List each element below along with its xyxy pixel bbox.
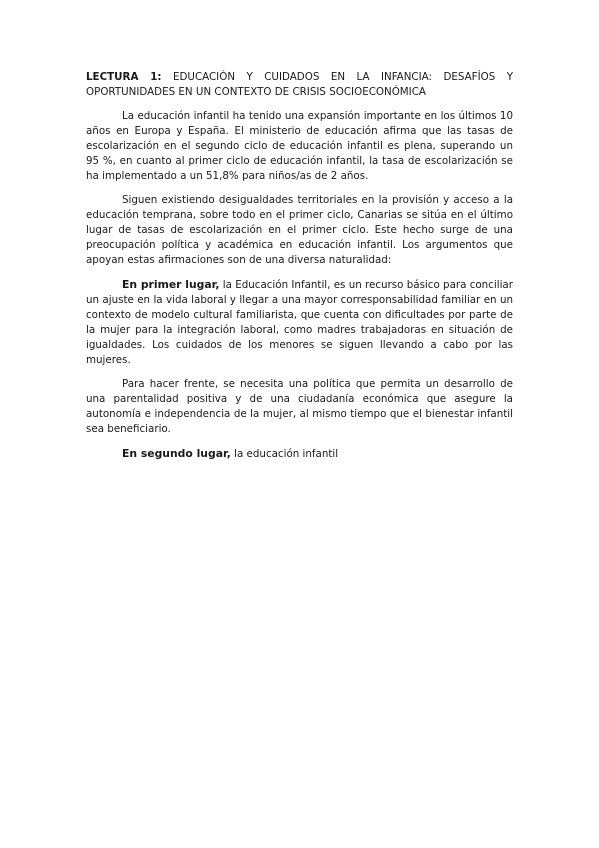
document-body — [86, 70, 513, 471]
title-lead: LECTURA 1: — [86, 71, 162, 83]
paragraph-text: Para hacer frente, se necesita una política que permita un desarrollo de una parentalidad positiva y de una ciudadanía económica que asegure la autonomía e independencia de la mujer, al mismo tiempo que el bienestar infantil sea beneficiario. — [86, 378, 513, 435]
paragraph-expansion — [86, 109, 513, 184]
paragraph-lead: En segundo lugar, — [122, 447, 231, 460]
paragraph-lead: En primer lugar, — [122, 278, 220, 291]
title-text: EDUCACIÓN Y CUIDADOS EN LA INFANCIA: DESAFÍOS Y OPORTUNIDADES EN UN CONTEXTO DE CRISIS SOCIOECONÓMICA — [86, 71, 513, 98]
paragraph-text: La educación infantil ha tenido una expansión importante en los últimos 10 años en Europa y España. El ministerio de educación afirma que las tasas de escolarización en el segundo ciclo de educación infantil es plena, superando un 95 %, en cuanto al primer ciclo de educación infantil, la tasa de escolarización se ha implementado a un 51,8% para niños/as de 2 años. — [86, 110, 513, 182]
paragraph-text: Siguen existiendo desigualdades territoriales en la provisión y acceso a la educación temprana, sobre todo en el primer ciclo, Canarias se sitúa en el último lugar de tasas de escolarización en el primer ciclo. Este hecho surge de una preocupación política y académica en educación infantil. Los argumentos que apoyan estas afirmaciones son de una diversa naturalidad: — [86, 194, 513, 266]
paragraph-text: la educación infantil — [234, 448, 339, 460]
paragraph-text: la Educación Infantil, es un recurso básico para conciliar un ajuste en la vida laboral y llegar a una mayor corresponsabilidad familiar en un contexto de modelo cultural familiarista, que cuenta con dificultades por parte de la mujer para la integración laboral, como madres trabajadoras en situación de igualdades. Los cuidados de los menores se siguen llevando a cabo por las mujeres. — [86, 279, 513, 366]
document-title — [86, 70, 513, 100]
paragraph-second-reason — [86, 446, 513, 462]
paragraph-policy — [86, 377, 513, 437]
paragraph-first-reason — [86, 277, 513, 368]
paragraph-inequalities — [86, 193, 513, 268]
